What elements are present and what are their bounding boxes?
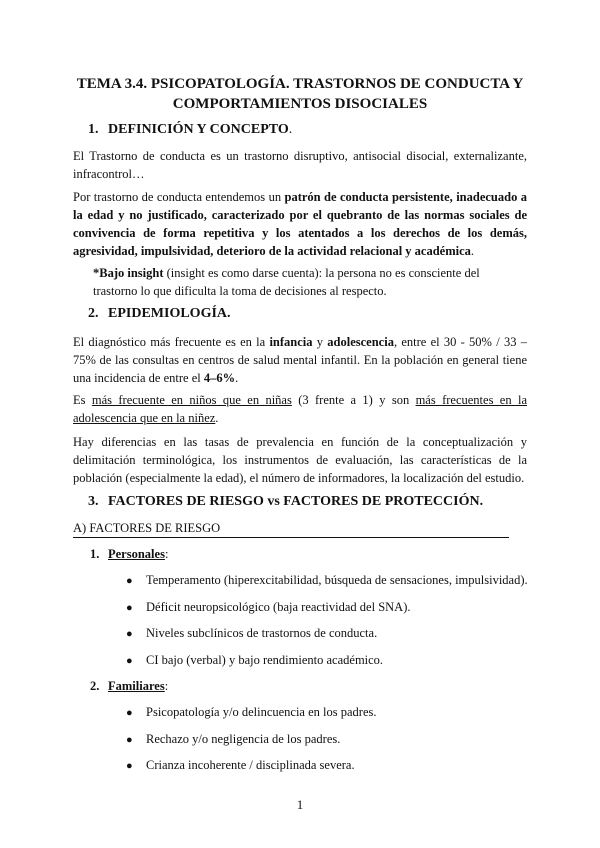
title-line-1: TEMA 3.4. PSICOPATOLOGÍA. TRASTORNOS DE CONDUCTA Y xyxy=(76,76,524,92)
bullet-icon: ● xyxy=(126,760,133,772)
s1-insight-note: *Bajo insight (insight es como darse cuenta): la persona no es consciente del trastorno lo que dificulta la toma de decisiones al respecto. xyxy=(93,266,480,298)
s2-paragraph-3: Hay diferencias en las tasas de prevalencia en función de la conceptualización y delimitación terminológica, los instrumentos de evaluación, las características de la población (especialmente la edad), el número de informadores, la localización del estudio. xyxy=(73,435,527,485)
list-item: ● Rechazo y/o negligencia de los padres. xyxy=(126,730,340,749)
s1-paragraph-1: El Trastorno de conducta es un trastorno disruptivo, antisocial disocial, externalizante, infracontrol… xyxy=(73,149,527,181)
group-familiares: 2. Familiares: xyxy=(90,679,169,693)
s2-paragraph-1: El diagnóstico más frecuente es en la infancia y adolescencia, entre el 30 - 50% / 33 – 75% de las consultas en centros de salud mental infantil. En la población en general tiene una incidencia de entre el 4–6%. xyxy=(73,335,527,385)
bullet-icon: ● xyxy=(126,602,133,614)
bullet-icon: ● xyxy=(126,575,133,587)
list-item: ● Temperamento (hiperexcitabilidad, búsqueda de sensaciones, impulsividad). xyxy=(126,571,528,590)
bullet-icon: ● xyxy=(126,655,133,667)
s2-paragraph-2: Es más frecuente en niños que en niñas (3 frente a 1) y son más frecuentes en la adolescencia que en la niñez. xyxy=(73,393,527,425)
list-item: ● Crianza incoherente / disciplinada severa. xyxy=(126,756,355,775)
section-1-heading: 1. DEFINICIÓN Y CONCEPTO. xyxy=(88,122,293,137)
s1-paragraph-2: Por trastorno de conducta entendemos un patrón de conducta persistente, inadecuado a la edad y no justificado, caracterizado por el quebranto de las normas sociales de convivencia de forma repetitiva y los atentados a los derechos de los demás, agresividad, impulsividad, deterioro de la actividad relacional y académica. xyxy=(73,190,527,258)
bullet-icon: ● xyxy=(126,707,133,719)
list-item: ● Déficit neuropsicológico (baja reactividad del SNA). xyxy=(126,598,411,617)
section-3-heading: 3. FACTORES DE RIESGO vs FACTORES DE PROTECCIÓN. xyxy=(88,494,484,509)
page-number: 1 xyxy=(296,797,304,812)
bullet-icon: ● xyxy=(126,734,133,746)
section-2-heading: 2. EPIDEMIOLOGÍA. xyxy=(88,306,231,321)
group-personales: 1. Personales: xyxy=(90,547,169,561)
bullet-icon: ● xyxy=(126,628,133,640)
list-item: ● Psicopatología y/o delincuencia en los padres. xyxy=(126,703,377,722)
document-title xyxy=(60,74,540,114)
title-line-2: COMPORTAMIENTOS DISOCIALES xyxy=(172,96,428,112)
list-item: ● CI bajo (verbal) y bajo rendimiento académico. xyxy=(126,651,383,670)
list-item: ● Niveles subclínicos de trastornos de conducta. xyxy=(126,624,377,643)
risk-factors-subheading: A) FACTORES DE RIESGO xyxy=(73,520,509,538)
